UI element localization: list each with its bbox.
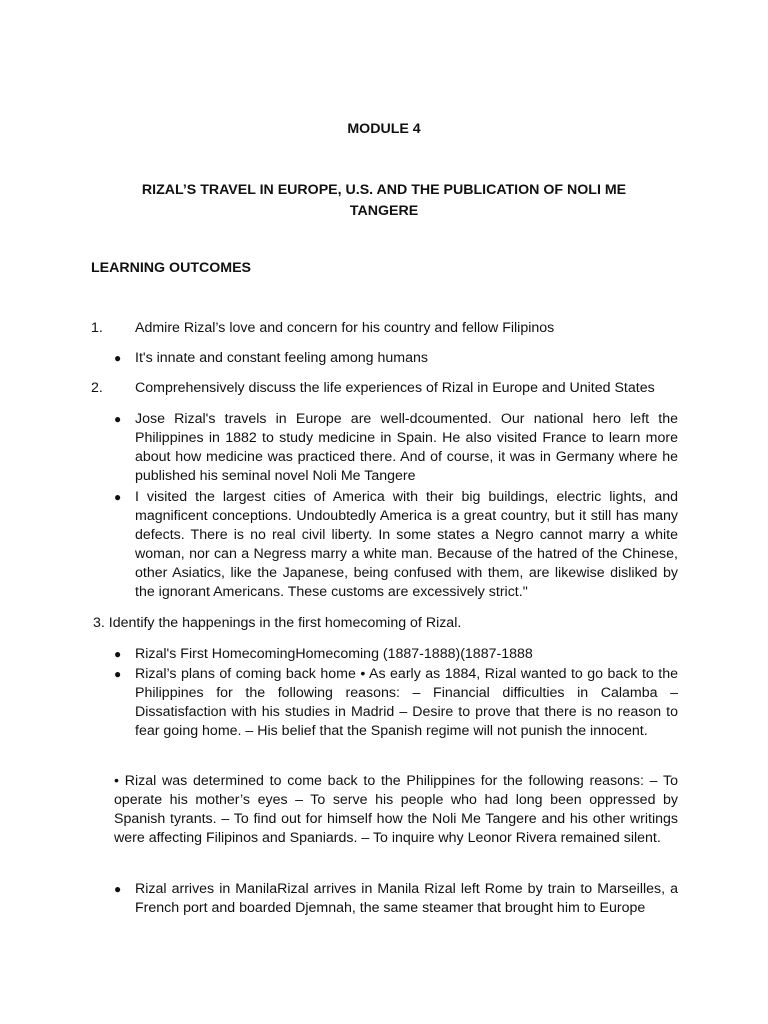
bullet-text: Rizal’s plans of coming back home • As early as 1884, Rizal wanted to go back to the Philippines for the following reasons: – Financial difficulties in Calamba – Dissatisfaction with his studies in Madrid – Desire to prove that there is no reason to fear going home. – His belief that the Spanish regime will not punish the innocent. — [135, 666, 678, 739]
bullet-icon: ● — [114, 490, 122, 504]
outcome-3: 3. Identify the happenings in the first homecoming of Rizal. — [93, 615, 462, 631]
module-title: MODULE 4 — [347, 121, 421, 137]
bullet-icon: ● — [114, 647, 122, 661]
bullet-icon: ● — [114, 412, 122, 426]
bullet-text: Rizal's First HomecomingHomecoming (1887-1888)(1887-1888 — [135, 646, 533, 662]
main-title: RIZAL’S TRAVEL IN EUROPE, U.S. AND THE PUBLICATION OF NOLI ME TANGERE — [141, 182, 627, 219]
outcome-text: Comprehensively discuss the life experiences of Rizal in Europe and United States — [135, 380, 655, 396]
outcome-number: 1. — [91, 320, 103, 336]
bullet-text: Jose Rizal's travels in Europe are well-dcoumented. Our national hero left the Philippines in 1882 to study medicine in Spain. He also visited France to learn more about how medicine was practiced there. And of course, it was in Germany where he published his seminal novel Noli Me Tangere — [135, 411, 678, 484]
list-item — [114, 410, 678, 486]
bullet-text: It's innate and constant feeling among humans — [135, 350, 428, 366]
outcome-text: Admire Rizal’s love and concern for his country and fellow Filipinos — [135, 320, 555, 336]
list-item — [114, 880, 678, 918]
bullet-text: Rizal arrives in ManilaRizal arrives in Manila Rizal left Rome by train to Marseilles, a French port and boarded Djemnah, the same steamer that brought him to Europe — [135, 881, 678, 916]
bullet-icon: ● — [114, 667, 122, 681]
bullet-icon: ● — [114, 351, 122, 365]
list-item — [114, 665, 678, 741]
list-item — [114, 645, 678, 664]
list-item — [114, 349, 678, 368]
bullet-text: I visited the largest cities of America with their big buildings, electric lights, and magnificent conceptions. Undoubtedly America is a great country, but it still has many defects. There is no real civil liberty. In some states a Negro cannot marry a white woman, nor can a Negress marry a white man. Because of the hatred of the Chinese, other Asiatics, like the Japanese, being confused with them, are likewise disliked by the ignorant Americans. These customs are excessively strict." — [135, 489, 678, 600]
reasons-paragraph: • Rizal was determined to come back to the Philippines for the following reasons: – To operate his mother’s eyes – To serve his people who had long been oppressed by Spanish tyrants. – To find out for himself how the Noli Me Tangere and his other writings were affecting Filipinos and Spaniards. – To inquire why Leonor Rivera remained silent. — [114, 773, 678, 846]
outcome-number: 2. — [91, 380, 103, 396]
bullet-icon: ● — [114, 882, 122, 896]
section-heading: LEARNING OUTCOMES — [91, 260, 252, 276]
list-item — [114, 488, 678, 602]
